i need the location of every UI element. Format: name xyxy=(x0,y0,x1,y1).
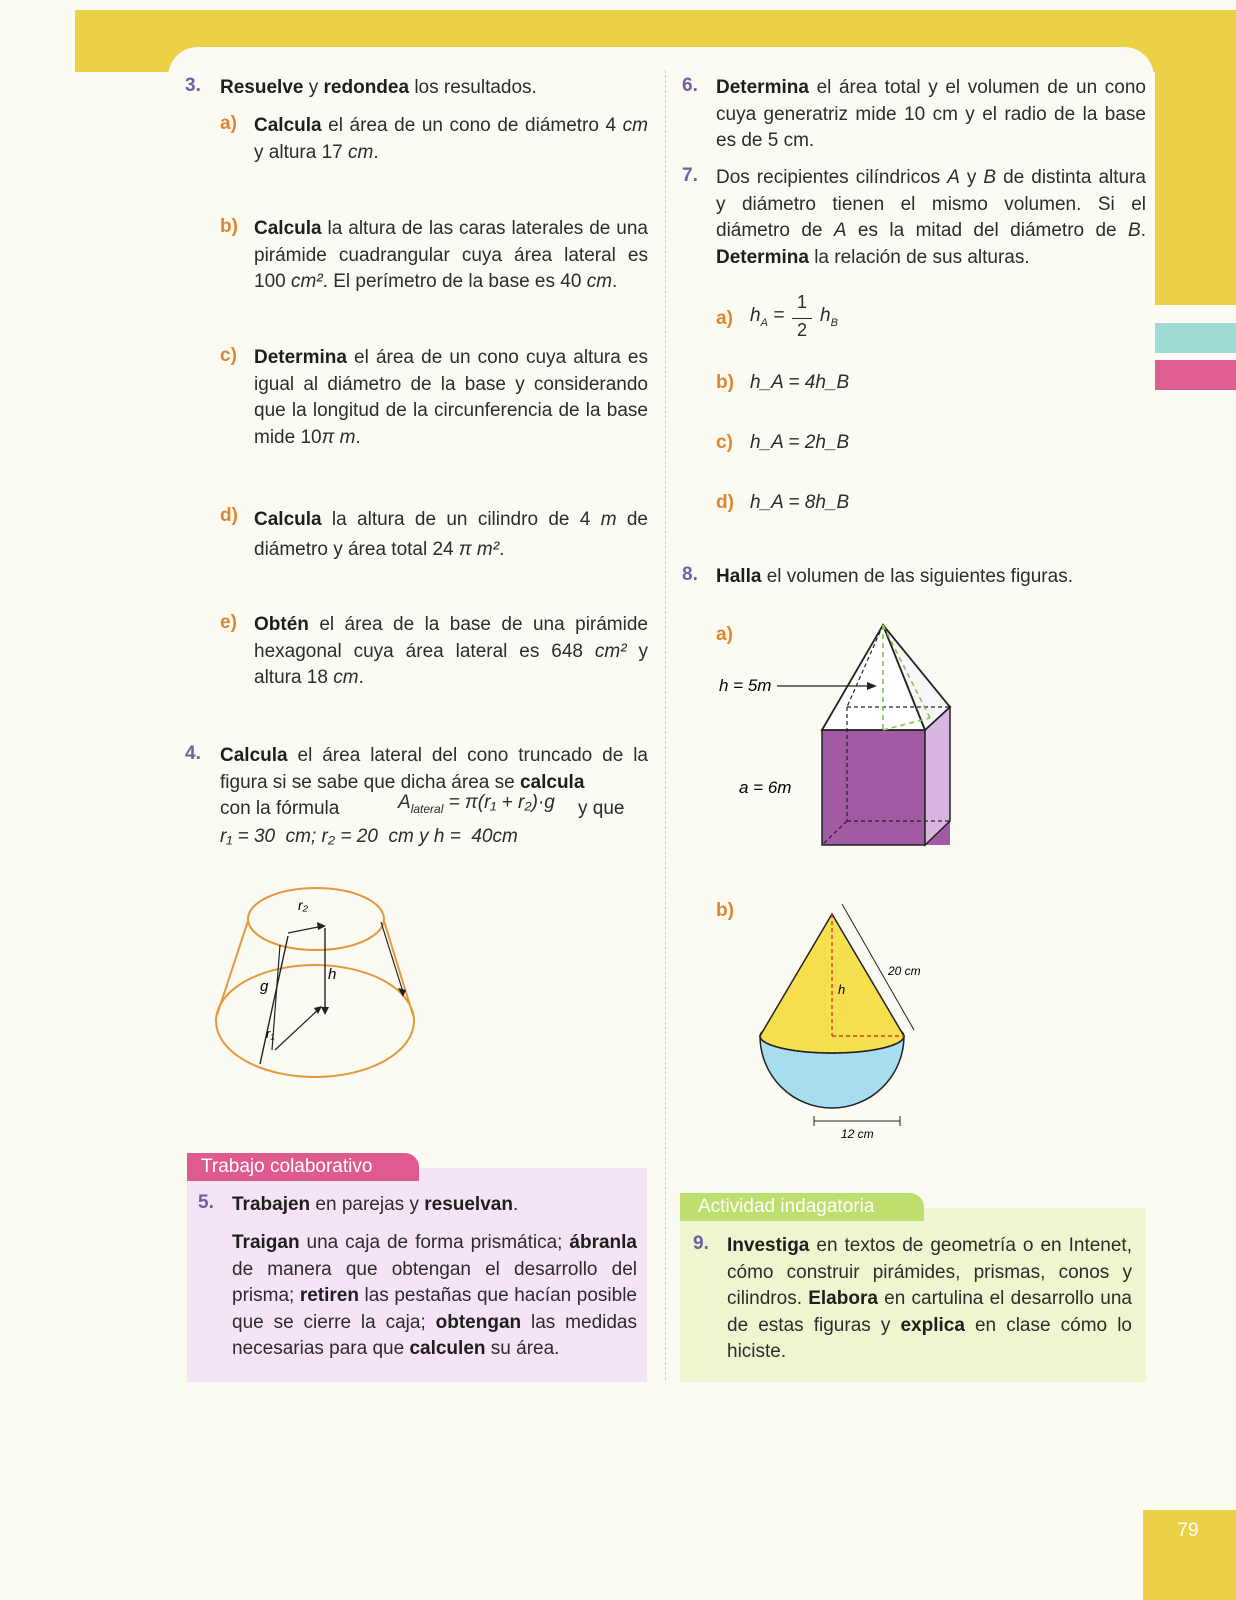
q4-text-and: y que xyxy=(578,798,625,819)
pyramid-cube-figure xyxy=(719,625,965,865)
q7-text: Dos recipientes cilíndricos A y B de distinta altura y diámetro tienen el mismo volumen. Si el diámetro de A es la mitad del diámetro de B. Determina la relación de sus alturas. xyxy=(716,167,1146,268)
q3e-text: Obtén el área de la base de una pirámide hexagonal cuya área lateral es 648 cm² y altura 18 cm. xyxy=(254,614,649,688)
cone-right-edge xyxy=(384,921,413,1015)
label-h-5m: h = 5m xyxy=(719,676,772,695)
column-divider xyxy=(665,70,666,1380)
label-r1: r₁ xyxy=(266,1026,275,1041)
q7d-expr: h_A = 8h_B xyxy=(750,492,850,513)
q5-number: 5. xyxy=(198,1192,214,1213)
q9-text: Investiga en textos de geometría o en Intenet, cómo construir pirámides, prismas, conos y cilindros. Elabora en cartulina el desarrollo una de estas figuras y explica en clase cómo lo hiciste. xyxy=(727,1235,1133,1362)
q3c-text: Determina el área de un cono cuya altura es igual al diámetro de la base y considerando que la longitud de la circunferencia de la base mide 10π m. xyxy=(254,347,648,448)
q9-number: 9. xyxy=(693,1233,709,1254)
q3d-text: Calcula la altura de un cilindro de 4 m de diámetro y área total 24 π m². xyxy=(254,509,648,560)
q3-number: 3. xyxy=(185,75,201,96)
q3b-letter: b) xyxy=(220,216,238,237)
cone-body xyxy=(760,914,904,1053)
q4-formula: $A_{lateral} = \pi(r_1 + r_2)\cdot g$ xyxy=(398,792,555,816)
side-color-bar xyxy=(1155,10,1236,305)
slant-g-line xyxy=(260,936,288,1064)
q7b-letter: b) xyxy=(716,372,734,393)
label-g: g xyxy=(260,978,269,995)
q5-lead: Trabajen en parejas y resuelvan. xyxy=(232,1194,519,1215)
side-tab-teal xyxy=(1155,323,1236,353)
q3-lead: Resuelve y redondea los resultados. xyxy=(220,77,537,98)
q7c-expr: h_A = 2h_B xyxy=(750,432,850,453)
q4-values: r₁ = 30 cm; r₂ = 20 cm y h = 40cm xyxy=(220,826,518,847)
q7a-rhs: $h_B$ xyxy=(820,305,838,329)
q8a-letter: a) xyxy=(716,624,733,645)
q7a-letter: a) xyxy=(716,308,733,329)
collab-header: Trabajo colaborativo xyxy=(187,1153,419,1181)
q4-text: Calcula el área lateral del cono truncado de la figura si se sabe que dicha área se calcula xyxy=(220,745,648,793)
label-h: h xyxy=(328,966,337,983)
side-tab-pink xyxy=(1155,360,1236,390)
q7d-letter: d) xyxy=(716,492,734,513)
cube-front xyxy=(822,730,925,845)
label-20cm: 20 cm xyxy=(888,964,921,978)
q7-number: 7. xyxy=(682,165,698,186)
label-r2: r₂ xyxy=(298,897,309,913)
q8-text: Halla el volumen de las siguientes figuras. xyxy=(716,566,1073,587)
q6-text: Determina el área total y el volumen de un cono cuya generatriz mide 10 cm y el radio de la base es de 5 cm. xyxy=(716,77,1146,151)
cone-base-ellipse xyxy=(216,965,414,1077)
q3a-letter: a) xyxy=(220,113,237,134)
q3d-letter: d) xyxy=(220,505,238,526)
r1-line xyxy=(275,1008,320,1050)
q7b-expr: h_A = 4h_B xyxy=(750,372,850,393)
q3a-text: Calcula el área de un cono de diámetro 4 cm y altura 17 cm. xyxy=(254,115,648,163)
label-a-6m: a = 6m xyxy=(739,778,792,797)
q7a-numerator: 1 xyxy=(797,292,808,312)
q8b-letter: b) xyxy=(716,900,734,921)
q7a-fraction-bar xyxy=(792,318,812,319)
truncated-cone-figure xyxy=(210,880,425,1090)
height-arrow xyxy=(321,1007,329,1015)
q4-text-formula-intro: con la fórmula xyxy=(220,798,340,819)
q3b-text: Calcula la altura de las caras laterales de una pirámide cuadrangular cuya área lateral es 100 cm². El perímetro de la base es 40 cm. xyxy=(254,218,648,292)
q7c-letter: c) xyxy=(716,432,733,453)
q6-number: 6. xyxy=(682,75,698,96)
q3e-letter: e) xyxy=(220,612,237,633)
q5-body: Traigan una caja de forma prismática; ábranla de manera que obtengan el desarrollo del prisma; retiren las pestañas que hacían posible que se cierre la caja; obtengan las medidas necesarias para que calculen su área. xyxy=(232,1232,637,1359)
q7a-denominator: 2 xyxy=(797,320,808,340)
q7a-expr: $h_A$ = xyxy=(750,305,785,329)
cone-top-ellipse xyxy=(248,888,384,950)
label-cone-h: h xyxy=(838,982,846,997)
inquiry-header: Actividad indagatoria xyxy=(680,1193,924,1221)
cone-hemisphere-figure xyxy=(750,910,930,1140)
label-12cm: 12 cm xyxy=(841,1127,874,1141)
q8-number: 8. xyxy=(682,564,698,585)
page-number: 79 xyxy=(1177,1520,1199,1541)
q4-number: 4. xyxy=(185,743,201,764)
q3c-letter: c) xyxy=(220,345,237,366)
cone-left-edge xyxy=(217,921,248,1015)
